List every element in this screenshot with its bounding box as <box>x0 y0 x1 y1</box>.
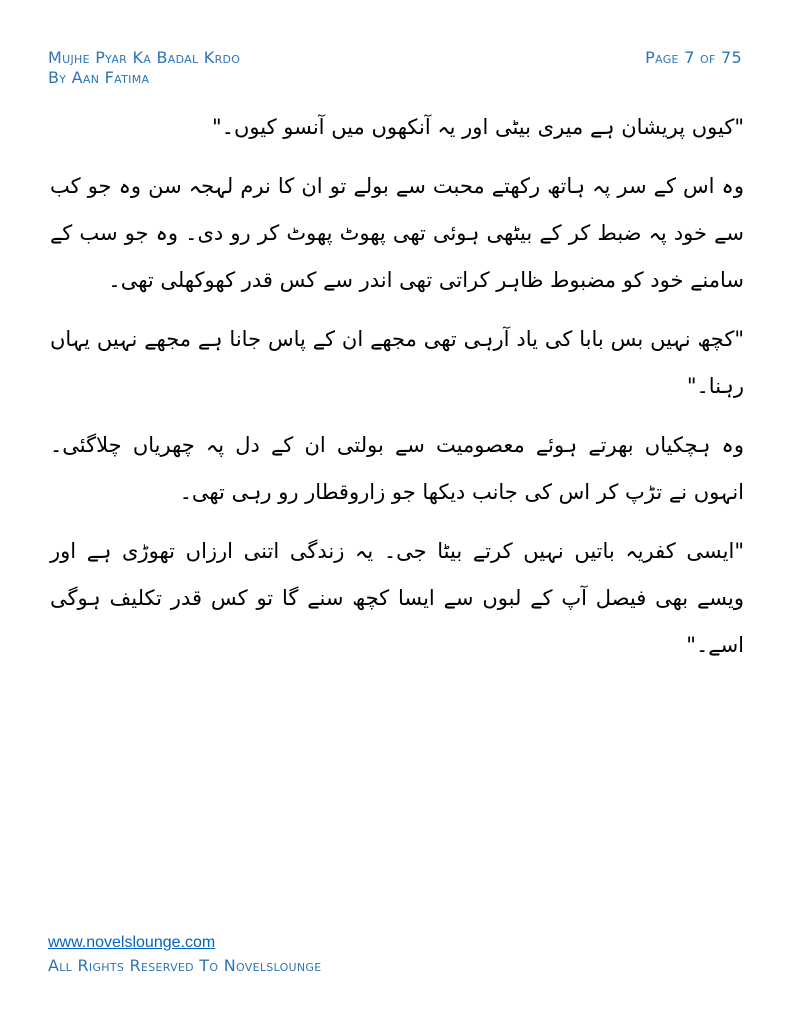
paragraph-3: "کچھ نہیں بس بابا کی یاد آرہی تھی مجھے ان کے پاس جانا ہے مجھے نہیں یہاں رہنا۔" <box>50 327 744 398</box>
paragraph-2: وہ اس کے سر پہ ہاتھ رکھتے محبت سے بولے تو ان کا نرم لہجہ سن وہ جو کب سے خود پہ ضبط کر کے بیٹھی ہوئی تھی پھوٹ پھوٹ کر رو دی۔ وہ جو سب کے سامنے خود کو مضبوط ظاہر کراتی تھی اندر سے کس قدر کھوکھلی تھی۔ <box>50 174 744 292</box>
paragraph-4: وہ ہچکیاں بھرتے ہوئے معصومیت سے بولتی ان کے دل پہ چھریاں چلاگئی۔ انہوں نے تڑپ کر اس کی جانب دیکھا جو زاروقطار رو رہی تھی۔ <box>50 433 744 504</box>
paragraph-5: "ایسی کفریہ باتیں نہیں کرتے بیٹا جی۔ یہ زندگی اتنی ارزاں تھوڑی ہے اور ویسے بھی فیصل آپ کے لبوں سے ایسا کچھ سنے گا تو کس قدر تکلیف ہوگی اسے۔" <box>50 539 744 657</box>
story-body <box>50 104 744 681</box>
book-author: By Aan Fatima <box>48 68 150 87</box>
page-number: Page 7 of 75 <box>645 48 742 67</box>
header-title-block <box>48 48 240 88</box>
website-link[interactable]: www.novelslounge.com <box>48 934 216 951</box>
rights-notice: All Rights Reserved To Novelslounge <box>48 956 322 975</box>
book-title: Mujhe Pyar Ka Badal Krdo <box>48 48 241 67</box>
paragraph-1: "کیوں پریشان ہے میری بیٹی اور یہ آنکھوں میں آنسو کیوں۔" <box>212 115 744 139</box>
